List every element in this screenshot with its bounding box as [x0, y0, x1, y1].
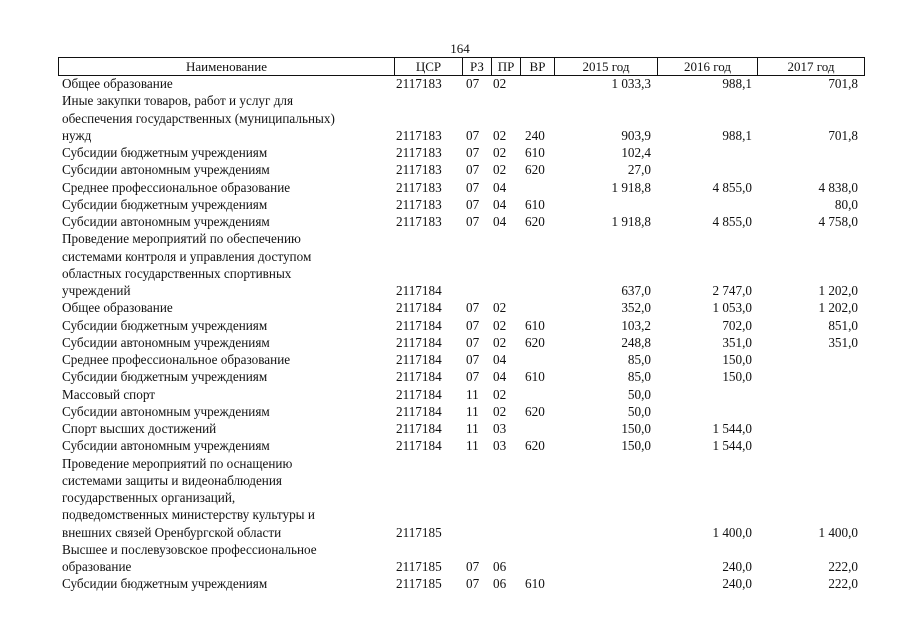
- cell-y2016: 4 855,0: [712, 214, 752, 229]
- cell-pr: 04: [493, 369, 507, 385]
- header-csr: ЦСР: [394, 58, 462, 75]
- cell-name: подведомственных министерству культуры и: [62, 507, 315, 523]
- cell-name: Субсидии автономным учреждениям: [62, 403, 270, 419]
- cell-name: областных государственных спортивных: [62, 265, 292, 281]
- cell-vr: 610: [525, 576, 545, 592]
- cell-pr: 04: [493, 196, 507, 212]
- table-row: [0, 230, 905, 247]
- cell-rz: 07: [466, 145, 480, 160]
- cell-csr: 2117184: [396, 386, 442, 402]
- cell-rz: 07: [466, 76, 480, 91]
- cell-pr: 02: [493, 317, 507, 333]
- cell-name: Проведение мероприятий по обеспечению: [62, 231, 301, 247]
- cell-name: Субсидии бюджетным учреждениям: [62, 145, 268, 160]
- cell-y2015: 1 918,8: [611, 214, 651, 229]
- table-row: [0, 196, 905, 213]
- cell-vr: 620: [525, 334, 545, 350]
- cell-vr: 610: [525, 196, 545, 212]
- cell-name: государственных организаций,: [62, 490, 236, 505]
- cell-pr: 06: [493, 576, 507, 592]
- cell-y2017: 80,0: [834, 196, 858, 212]
- cell-pr: 04: [493, 179, 507, 195]
- table-row: [0, 92, 905, 109]
- page-number: 164: [450, 41, 470, 56]
- table-row: [0, 299, 905, 316]
- cell-name: Субсидии бюджетным учреждениям: [62, 369, 268, 385]
- cell-pr: 02: [493, 162, 507, 178]
- cell-y2017: 1 202,0: [818, 283, 858, 298]
- cell-pr: 03: [493, 421, 507, 436]
- cell-rz: 11: [466, 386, 479, 402]
- cell-y2015: 637,0: [621, 283, 651, 298]
- cell-pr: 02: [493, 76, 507, 91]
- cell-csr: 2117185: [396, 524, 442, 540]
- table-row: [0, 282, 905, 299]
- cell-name: Спорт высших достижений: [62, 421, 217, 436]
- cell-name: обеспечения государственных (муниципальных): [62, 110, 335, 126]
- table-header: [58, 57, 865, 76]
- cell-csr: 2117184: [396, 421, 442, 436]
- header-rz: РЗ: [462, 58, 491, 75]
- cell-pr: 02: [493, 145, 507, 160]
- cell-name: Проведение мероприятий по оснащению: [62, 455, 293, 471]
- cell-y2016: 1 053,0: [712, 300, 752, 316]
- cell-pr: 06: [493, 559, 507, 574]
- table-row: [0, 575, 905, 592]
- cell-y2015: 150,0: [621, 421, 651, 436]
- cell-y2017: 4 838,0: [818, 179, 858, 195]
- table-row: [0, 541, 905, 558]
- cell-y2016: 1 544,0: [712, 421, 752, 436]
- header-2015: 2015 год: [554, 58, 657, 75]
- table-row: [0, 403, 905, 420]
- cell-name: Среднее профессиональное образование: [62, 352, 291, 367]
- table-row: [0, 161, 905, 178]
- cell-y2016: 351,0: [722, 334, 752, 350]
- cell-vr: 620: [525, 403, 545, 419]
- table-row: [0, 524, 905, 541]
- cell-name: внешних связей Оренбургской области: [62, 524, 282, 540]
- table-row: [0, 506, 905, 523]
- cell-name: образование: [62, 559, 132, 574]
- cell-pr: 03: [493, 438, 507, 454]
- cell-y2017: 4 758,0: [818, 214, 858, 229]
- cell-y2016: 2 747,0: [712, 283, 752, 298]
- cell-y2017: 222,0: [828, 559, 858, 574]
- cell-y2015: 50,0: [627, 403, 651, 419]
- cell-pr: 02: [493, 127, 507, 143]
- cell-y2015: 150,0: [621, 438, 651, 454]
- table-row: [0, 420, 905, 437]
- cell-pr: 02: [493, 403, 507, 419]
- cell-csr: 2117183: [396, 179, 442, 195]
- cell-rz: 07: [466, 559, 480, 574]
- cell-csr: 2117183: [396, 76, 442, 91]
- cell-csr: 2117183: [396, 162, 442, 178]
- table-row: [0, 386, 905, 403]
- cell-y2016: 240,0: [722, 559, 752, 574]
- cell-csr: 2117183: [396, 127, 442, 143]
- table-row: [0, 317, 905, 334]
- cell-y2016: 988,1: [722, 76, 752, 91]
- table-row: [0, 248, 905, 265]
- cell-name: учреждений: [62, 283, 131, 298]
- cell-vr: 620: [525, 438, 545, 454]
- cell-name: Общее образование: [62, 76, 173, 91]
- cell-rz: 07: [466, 162, 480, 178]
- cell-pr: 02: [493, 300, 507, 316]
- cell-y2015: 85,0: [627, 369, 651, 385]
- cell-rz: 07: [466, 576, 480, 592]
- header-vr: ВР: [520, 58, 554, 75]
- cell-name: Субсидии автономным учреждениям: [62, 162, 270, 178]
- cell-csr: 2117183: [396, 145, 442, 160]
- table-row: [0, 265, 905, 282]
- table-row: [0, 437, 905, 454]
- cell-vr: 610: [525, 317, 545, 333]
- cell-csr: 2117184: [396, 283, 442, 298]
- header-name: Наименование: [58, 58, 394, 75]
- cell-csr: 2117183: [396, 214, 442, 229]
- cell-pr: 04: [493, 214, 507, 229]
- cell-name: Субсидии автономным учреждениям: [62, 438, 270, 454]
- table-row: [0, 455, 905, 472]
- header-2017: 2017 год: [757, 58, 865, 75]
- cell-rz: 07: [466, 300, 480, 316]
- cell-y2016: 150,0: [722, 352, 752, 367]
- cell-y2016: 1 544,0: [712, 438, 752, 454]
- cell-vr: 240: [525, 127, 545, 143]
- cell-csr: 2117183: [396, 196, 442, 212]
- cell-csr: 2117184: [396, 403, 442, 419]
- table-row: [0, 558, 905, 575]
- cell-rz: 07: [466, 317, 480, 333]
- cell-rz: 07: [466, 352, 480, 367]
- cell-pr: 02: [493, 334, 507, 350]
- cell-rz: 07: [466, 196, 480, 212]
- cell-csr: 2117184: [396, 438, 442, 454]
- cell-csr: 2117184: [396, 369, 442, 385]
- table-row: [0, 489, 905, 506]
- cell-y2015: 903,9: [621, 127, 651, 143]
- cell-y2015: 103,2: [621, 317, 651, 333]
- table-row: [0, 368, 905, 385]
- cell-name: Субсидии бюджетным учреждениям: [62, 317, 268, 333]
- cell-y2016: 702,0: [722, 317, 752, 333]
- cell-y2017: 1 400,0: [818, 524, 858, 540]
- cell-pr: 04: [493, 352, 507, 367]
- cell-y2015: 248,8: [621, 334, 651, 350]
- table-row: [0, 472, 905, 489]
- table-row: [0, 213, 905, 230]
- table-row: [0, 144, 905, 161]
- cell-vr: 610: [525, 145, 545, 160]
- cell-csr: 2117184: [396, 300, 442, 316]
- cell-csr: 2117184: [396, 352, 442, 367]
- table-row: [0, 110, 905, 127]
- cell-y2017: 701,8: [828, 127, 858, 143]
- cell-y2017: 701,8: [828, 76, 858, 91]
- cell-name: Субсидии бюджетным учреждениям: [62, 576, 268, 592]
- cell-rz: 07: [466, 369, 480, 385]
- cell-rz: 07: [466, 127, 480, 143]
- table-row: [0, 75, 905, 92]
- cell-name: Иные закупки товаров, работ и услуг для: [62, 93, 294, 109]
- cell-name: системами защиты и видеонаблюдения: [62, 472, 282, 488]
- cell-y2017: 1 202,0: [818, 300, 858, 316]
- cell-name: Общее образование: [62, 300, 173, 316]
- header-pr: ПР: [491, 58, 520, 75]
- cell-rz: 07: [466, 179, 480, 195]
- cell-rz: 11: [466, 421, 479, 436]
- table-row: [0, 179, 905, 196]
- cell-vr: 620: [525, 162, 545, 178]
- cell-y2016: 240,0: [722, 576, 752, 592]
- cell-y2015: 1 033,3: [611, 76, 651, 91]
- cell-pr: 02: [493, 386, 507, 402]
- cell-csr: 2117185: [396, 559, 442, 574]
- cell-name: Массовый спорт: [62, 386, 156, 402]
- cell-y2016: 150,0: [722, 369, 752, 385]
- cell-vr: 620: [525, 214, 545, 229]
- cell-y2015: 102,4: [621, 145, 651, 160]
- cell-y2015: 27,0: [627, 162, 651, 178]
- cell-name: Субсидии автономным учреждениям: [62, 214, 270, 229]
- cell-y2016: 4 855,0: [712, 179, 752, 195]
- cell-name: Высшее и послевузовское профессиональное: [62, 541, 317, 557]
- cell-y2016: 1 400,0: [712, 524, 752, 540]
- cell-y2015: 50,0: [627, 386, 651, 402]
- cell-csr: 2117184: [396, 334, 442, 350]
- table-row: [0, 127, 905, 144]
- cell-name: системами контроля и управления доступом: [62, 248, 312, 264]
- cell-rz: 11: [466, 438, 479, 454]
- cell-rz: 07: [466, 214, 480, 229]
- cell-y2015: 1 918,8: [611, 179, 651, 195]
- cell-name: Субсидии бюджетным учреждениям: [62, 196, 268, 212]
- cell-vr: 610: [525, 369, 545, 385]
- table-row: [0, 334, 905, 351]
- cell-y2016: 988,1: [722, 127, 752, 143]
- cell-y2017: 222,0: [828, 576, 858, 592]
- cell-y2017: 351,0: [828, 334, 858, 350]
- table-row: [0, 351, 905, 368]
- cell-name: нужд: [62, 127, 92, 143]
- cell-rz: 07: [466, 334, 480, 350]
- cell-y2015: 85,0: [627, 352, 651, 367]
- cell-y2015: 352,0: [621, 300, 651, 316]
- cell-name: Среднее профессиональное образование: [62, 179, 291, 195]
- cell-rz: 11: [466, 403, 479, 419]
- cell-csr: 2117184: [396, 317, 442, 333]
- cell-csr: 2117185: [396, 576, 442, 592]
- header-2016: 2016 год: [657, 58, 757, 75]
- cell-y2017: 851,0: [828, 317, 858, 333]
- cell-name: Субсидии автономным учреждениям: [62, 334, 270, 350]
